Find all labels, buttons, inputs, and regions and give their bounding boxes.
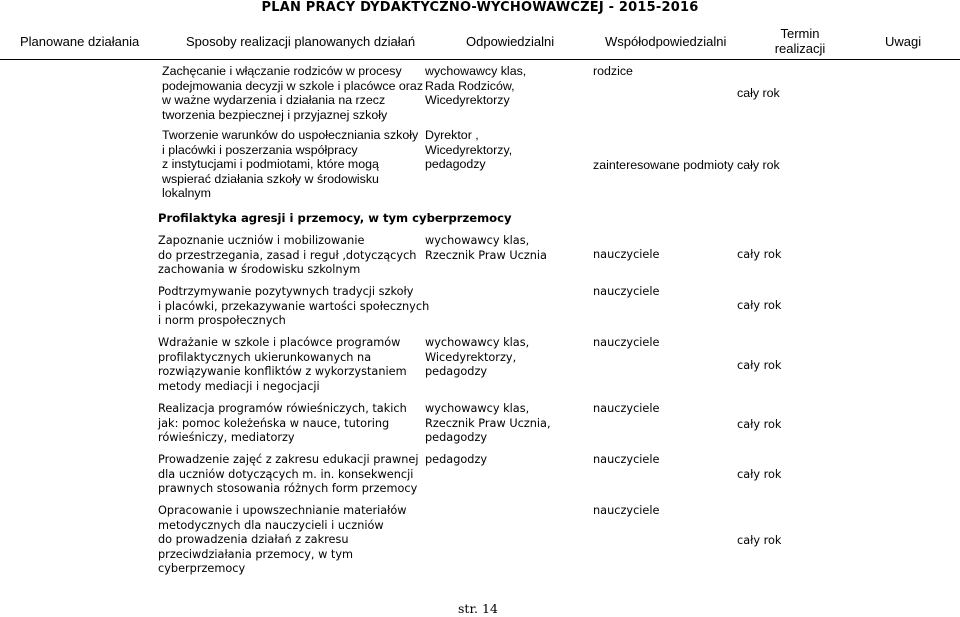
row-responsible: wychowawcy klas, Rada Rodziców, Wicedyrektorzy xyxy=(425,64,527,108)
row-method: Prowadzenie zajęć z zakresu edukacji prawnej dla uczniów dotyczących m. in. konsekwencji prawnych stosowania różnych form przemocy xyxy=(158,453,419,496)
row-coresponsible: nauczyciele xyxy=(593,248,660,261)
row-deadline: cały rok xyxy=(737,158,780,172)
document-title: PLAN PRACY DYDAKTYCZNO-WYCHOWAWCZEJ - 2015-2016 xyxy=(261,0,699,15)
row-deadline: cały rok xyxy=(737,418,782,431)
row-coresponsible: zainteresowane podmioty xyxy=(593,158,734,172)
section-heading: Profilaktyka agresji i przemocy, w tym cyberprzemocy xyxy=(158,211,512,225)
row-method: Wdrażanie w szkole i placówce programów profilaktycznych ukierunkowanych na rozwiązywanie konfliktów z wykorzystaniem metody mediacji i negocjacji xyxy=(158,336,407,393)
row-responsible: pedagodzy xyxy=(425,453,488,466)
row-deadline: cały rok xyxy=(737,86,780,100)
row-deadline: cały rok xyxy=(737,534,782,547)
row-deadline: cały rok xyxy=(737,299,782,312)
header-rule xyxy=(0,59,960,60)
row-method: Opracowanie i upowszechnianie materiałów metodycznych dla nauczycieli i uczniów do prowadzenia działań z zakresu przeciwdziałania przemocy, w tym cyberprzemocy xyxy=(158,504,407,576)
row-method: Zachęcanie i włączanie rodziców w procesy podejmowania decyzji w szkole i placówce oraz w ważne wydarzenia i działania na rzecz tworzenia bezpiecznej i przyjaznej szkoły xyxy=(162,64,424,122)
row-deadline: cały rok xyxy=(737,468,782,481)
row-method: Zapoznanie uczniów i mobilizowanie do przestrzegania, zasad i reguł ,dotyczących zachowania w środowisku szkolnym xyxy=(158,234,417,277)
row-deadline: cały rok xyxy=(737,248,782,261)
row-deadline: cały rok xyxy=(737,359,782,372)
row-method: Tworzenie warunków do uspołeczniania szkoły i placówki i poszerzania współpracy z instytucjami i podmiotami, które mogą wspierać działania szkoły w środowisku lokalnym xyxy=(162,128,419,201)
header-planned-actions: Planowane działania xyxy=(20,34,140,49)
row-coresponsible: nauczyciele xyxy=(593,453,660,466)
header-notes: Uwagi xyxy=(885,34,922,49)
row-responsible: wychowawcy klas, Wicedyrektorzy, pedagodzy xyxy=(425,336,530,379)
header-coresponsible: Współodpowiedzialni xyxy=(605,34,727,49)
row-method: Podtrzymywanie pozytywnych tradycji szkoły i placówki, przekazywanie wartości społecznych i norm prospołecznych xyxy=(158,285,430,328)
header-methods: Sposoby realizacji planowanych działań xyxy=(186,34,416,49)
row-coresponsible: nauczyciele xyxy=(593,504,660,517)
row-coresponsible: rodzice xyxy=(593,64,633,78)
row-responsible: wychowawcy klas, Rzecznik Praw Ucznia xyxy=(425,234,547,262)
row-responsible: wychowawcy klas, Rzecznik Praw Ucznia, pedagodzy xyxy=(425,402,551,445)
page-number: str. 14 xyxy=(458,601,498,616)
row-coresponsible: nauczyciele xyxy=(593,402,660,415)
row-coresponsible: nauczyciele xyxy=(593,285,660,298)
row-coresponsible: nauczyciele xyxy=(593,336,660,349)
row-responsible: Dyrektor , Wicedyrektorzy, pedagodzy xyxy=(425,128,513,172)
header-deadline: Termin realizacji xyxy=(774,26,826,56)
header-responsible: Odpowiedzialni xyxy=(466,34,555,49)
row-method: Realizacja programów rówieśniczych, takich jak: pomoc koleżeńska w nauce, tutoring rówieśniczy, mediatorzy xyxy=(158,402,407,445)
